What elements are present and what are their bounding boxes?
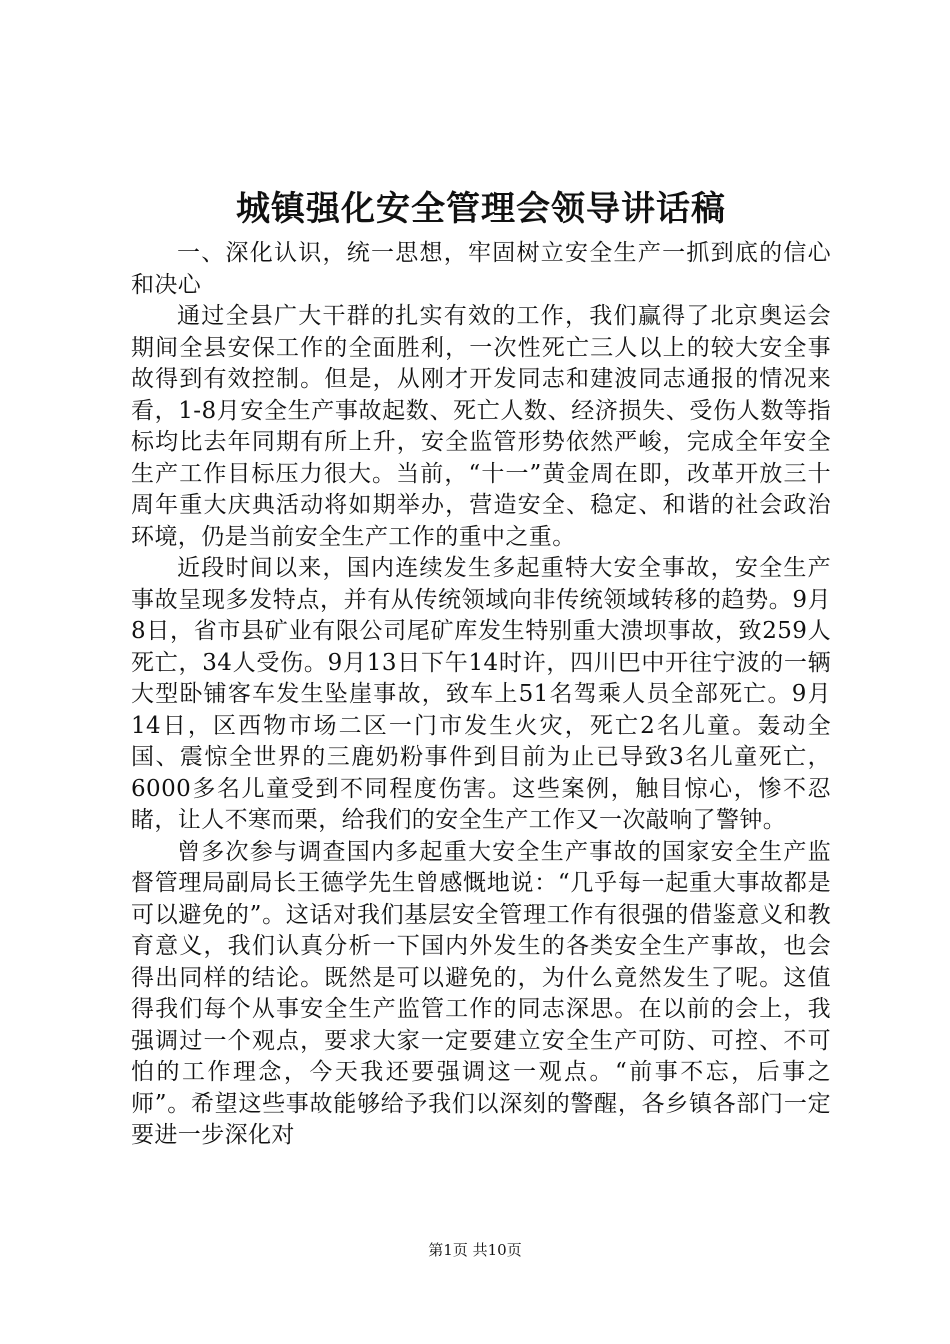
section-heading: 一、深化认识，统一思想，牢固树立安全生产一抓到底的信心和决心 bbox=[131, 240, 831, 298]
body-paragraph: 曾多次参与调查国内多起重大安全生产事故的国家安全生产监督管理局副局长王德学先生曾感慨地说：“几乎每一起重大事故都是可以避免的”。这话对我们基层安全管理工作有很强的借鉴意义和教育意义，我们认真分析一下国内外发生的各类安全生产事故，也会得出同样的结论。既然是可以避免的，为什么竟然发生了呢。这值得我们每个从事安全生产监管工作的同志深思。在以前的会上，我强调过一个观点，要求大家一定要建立安全生产可防、可控、不可怕的工作理念，今天我还要强调这一观点。“前事不忘，后事之师”。希望这些事故能够给予我们以深刻的警醒，各乡镇各部门一定要进一步深化对 bbox=[131, 838, 831, 1148]
body-paragraph: 近段时间以来，国内连续发生多起重特大安全事故，安全生产事故呈现多发特点，并有从传统领域向非传统领域转移的趋势。9月8日，省市县矿业有限公司尾矿库发生特别重大溃坝事故，致259人死亡，34人受伤。9月13日下午14时许，四川巴中开往宁波的一辆大型卧铺客车发生坠崖事故，致车上51名驾乘人员全部死亡。9月14日，区西物市场二区一门市发生火灾，死亡2名儿童。轰动全国、震惊全世界的三鹿奶粉事件到目前为止已导致3名儿童死亡，6000多名儿童受到不同程度伤害。这些案例，触目惊心，惨不忍睹，让人不寒而栗，给我们的安全生产工作又一次敲响了警钟。 bbox=[131, 555, 831, 833]
document-page bbox=[131, 186, 831, 1152]
page-number: 第1页 共10页 bbox=[428, 1241, 522, 1259]
document-title: 城镇强化安全管理会领导讲话稿 bbox=[236, 189, 726, 229]
body-paragraph: 通过全县广大干群的扎实有效的工作，我们赢得了北京奥运会期间全县安保工作的全面胜利，一次性死亡三人以上的较大安全事故得到有效控制。但是，从刚才开发同志和建波同志通报的情况来看，1-8月安全生产事故起数、死亡人数、经济损失、受伤人数等指标均比去年同期有所上升，安全监管形势依然严峻，完成全年安全生产工作目标压力很大。当前，“十一”黄金周在即，改革开放三十周年重大庆典活动将如期举办，营造安全、稳定、和谐的社会政治环境，仍是当前安全生产工作的重中之重。 bbox=[131, 303, 831, 550]
